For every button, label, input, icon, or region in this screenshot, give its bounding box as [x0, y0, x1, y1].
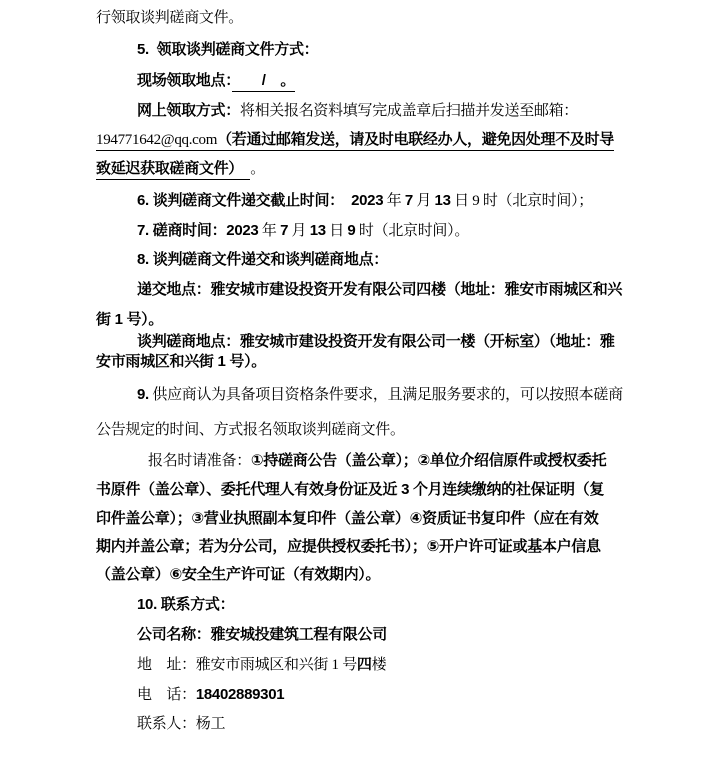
- text: 月: [412, 193, 435, 209]
- doc-line: [0, 508, 598, 530]
- section-9-number: 9.: [137, 386, 149, 403]
- contact-person: 联系人：杨工: [137, 716, 226, 732]
- text: 年: [258, 223, 281, 239]
- meeting-year: 2023: [226, 222, 259, 239]
- email-note-1: （若通过邮箱发送，请及时电联经办人，避免因处理不及时导: [217, 131, 614, 151]
- online-pickup-text: 将相关报名资料填写完成盖章后扫描并发送至邮箱：: [239, 103, 579, 119]
- doc-line: [0, 158, 265, 180]
- doc-line: [0, 129, 614, 151]
- doc-line: [0, 309, 163, 331]
- signup-prepare-2: 书原件（盖公章）、委托代理人有效身份证及近 3 个月连续缴纳的社保证明（复: [96, 481, 605, 498]
- meeting-hour: 9: [347, 222, 356, 239]
- doc-line: [0, 249, 388, 271]
- meeting-location-1: 谈判磋商地点：雅安城市建设投资开发有限公司一楼（开标室）（地址：雅: [137, 333, 615, 350]
- text: 月: [288, 223, 310, 239]
- doc-line: [0, 564, 380, 586]
- signup-prepare-5: （盖公章）⑥安全生产许可证（有效期内）。: [96, 566, 381, 583]
- gap: [336, 193, 351, 209]
- section-7-heading: 7. 磋商时间：: [137, 222, 227, 239]
- phone-number: 18402889301: [195, 686, 285, 703]
- onsite-pickup-blank: / 。: [232, 72, 295, 92]
- doc-line: [0, 190, 593, 212]
- meeting-day: 13: [309, 222, 326, 239]
- meeting-location-2: 安市雨城区和兴街 1 号）。: [96, 353, 266, 370]
- section-8-heading: 8. 谈判磋商文件递交和谈判磋商地点：: [137, 251, 388, 268]
- signup-prepare-4: 期内并盖公章；若为分公司，应提供授权委托书）；⑤开户许可证或基本户信息: [96, 538, 601, 555]
- doc-line: [0, 714, 225, 735]
- section-6-heading: 6. 谈判磋商文件递交截止时间：: [137, 192, 337, 209]
- section-9-text-2: 公告规定的时间、方式报名领取谈判磋商文件。: [96, 422, 405, 438]
- submit-location-2: 街 1 号）。: [96, 311, 164, 328]
- email-address: 194771642@qq.com: [96, 132, 217, 151]
- online-pickup-label: 网上领取方式：: [137, 102, 240, 119]
- deadline-day: 13: [434, 192, 451, 209]
- deadline-rest: 日 9 时（北京时间）；: [450, 193, 593, 209]
- phone-label: 电 话：: [137, 687, 196, 703]
- deadline-year: 2023: [351, 192, 384, 209]
- email-note-2: 致延迟获取磋商文件）: [96, 160, 250, 180]
- company-address-floor: 四: [356, 656, 372, 673]
- paragraph-continuation: 行领取谈判磋商文件。: [96, 10, 244, 26]
- meeting-month: 7: [280, 222, 289, 239]
- doc-line: [0, 384, 623, 406]
- deadline-month: 7: [404, 192, 413, 209]
- section-9-text-1: 供应商认为具备项目资格条件要求，且满足服务要求的，可以按照本磋商: [148, 387, 623, 403]
- text: 日: [325, 223, 348, 239]
- doc-line: [0, 39, 318, 61]
- doc-line: [0, 479, 604, 501]
- company-name: 公司名称：雅安城投建筑工程有限公司: [137, 626, 387, 643]
- doc-line: [0, 100, 578, 122]
- doc-line: [0, 279, 622, 301]
- signup-prepare-3: 印件盖公章）；③营业执照副本复印件（盖公章）④资质证书复印件（应在有效: [96, 510, 599, 527]
- doc-line: [0, 351, 266, 373]
- doc-line: [0, 420, 405, 441]
- period: 。: [250, 161, 265, 177]
- doc-line: [0, 220, 469, 242]
- company-address-label: 地 址：雅安市雨城区和兴街 1 号: [137, 657, 357, 673]
- doc-line: [0, 654, 386, 676]
- doc-line: [0, 450, 606, 472]
- doc-line: [0, 331, 615, 353]
- submit-location-1: 递交地点：雅安城市建设投资开发有限公司四楼（地址：雅安市雨城区和兴: [137, 281, 623, 298]
- onsite-pickup-label: 现场领取地点：: [137, 72, 233, 89]
- doc-line: [0, 684, 284, 706]
- signup-prepare-label: 报名时请准备：: [148, 453, 251, 469]
- text: 年: [383, 193, 405, 209]
- section-10-heading: 10. 联系方式：: [137, 596, 235, 613]
- doc-line: [0, 70, 295, 92]
- doc-line: [0, 8, 243, 29]
- doc-line: [0, 536, 601, 558]
- company-address-rest: 楼: [371, 657, 387, 673]
- doc-line: [0, 594, 234, 616]
- section-5-heading: 5. 领取谈判磋商文件方式：: [137, 41, 319, 58]
- signup-prepare-1: ①持磋商公告（盖公章）；②单位介绍信原件或授权委托: [250, 452, 607, 469]
- doc-line: [0, 624, 387, 646]
- meeting-rest: 时（北京时间）。: [355, 223, 470, 239]
